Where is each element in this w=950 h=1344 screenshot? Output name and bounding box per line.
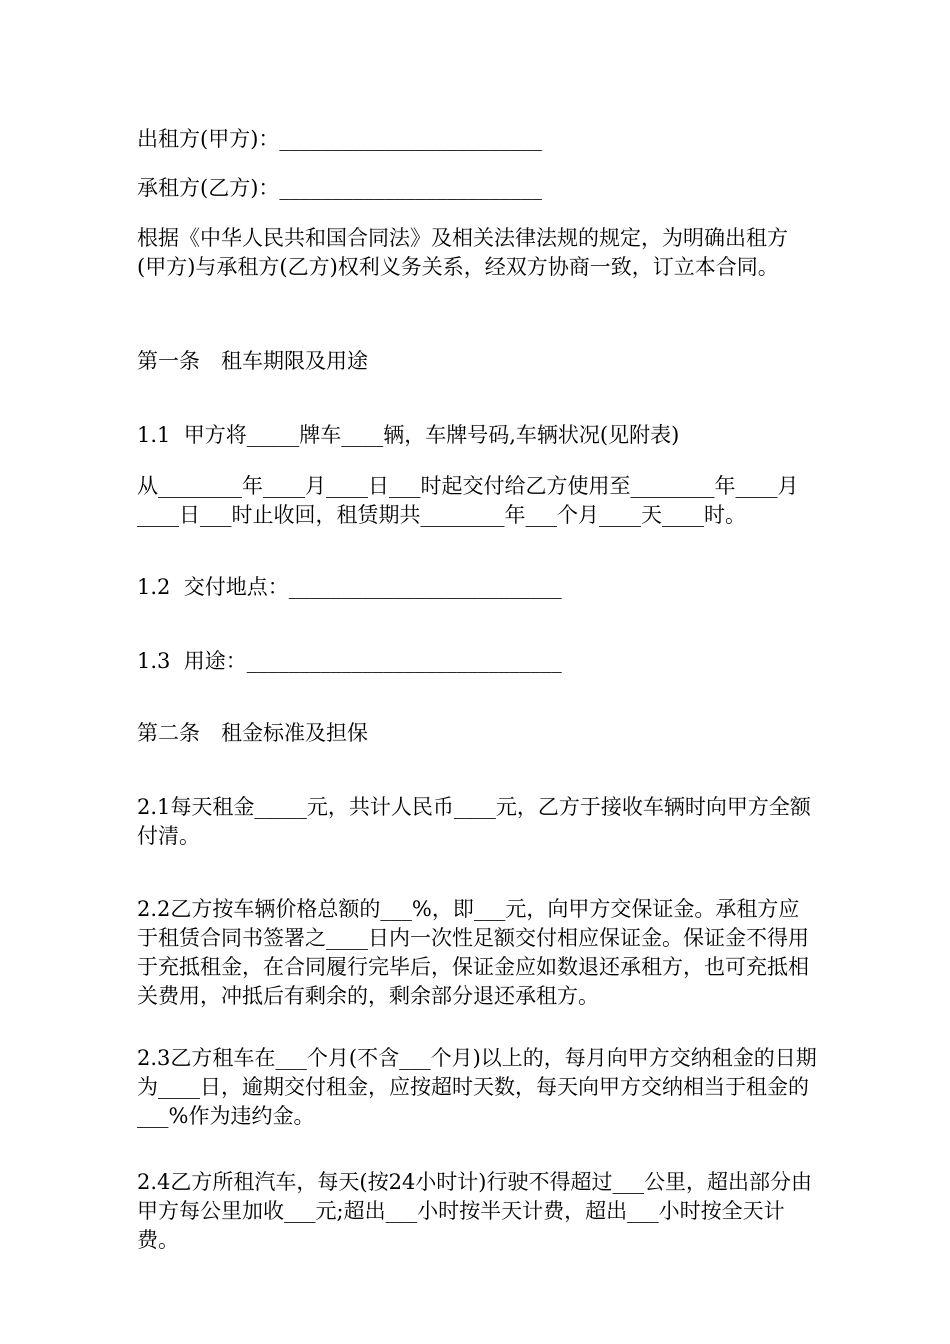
- lessee-line: 承租方(乙方)：_________________________: [137, 176, 542, 200]
- clause-1-1: 1.1 甲方将_____牌车____辆，车牌号码,车辆状况(见附表): [137, 423, 680, 447]
- clause-1-3: 1.3 用途：______________________________: [137, 649, 562, 673]
- article-2-heading: 第二条 租金标准及担保: [137, 721, 368, 745]
- clause-2-4: 2.4乙方所租汽车，每天(按24小时计)行驶不得超过___公里，超出部分由甲方每公里加收___元;超出___小时按半天计费，超出___小时按全天计费。: [137, 1170, 813, 1252]
- clause-2-1: 2.1每天租金_____元，共计人民币____元，乙方于接收车辆时向甲方全额付清。: [137, 795, 811, 848]
- clause-1-1-period: 从________年____月____日___时起交付给乙方使用至________年____月____日___时止收回，租赁期共________年___个月____天____时。: [137, 474, 799, 527]
- article-1-heading: 第一条 租车期限及用途: [137, 349, 368, 373]
- clause-1-2: 1.2 交付地点：__________________________: [137, 575, 562, 599]
- clause-2-3: 2.3乙方租车在___个月(不含___个月)以上的，每月向甲方交纳租金的日期为____日，逾期交付租金，应按超时天数，每天向甲方交纳相当于租金的___%作为违约金。: [137, 1046, 817, 1128]
- preamble-paragraph: 根据《中华人民共和国合同法》及相关法律法规的规定，为明确出租方(甲方)与承租方(乙方)权利义务关系，经双方协商一致，订立本合同。: [137, 226, 788, 279]
- lessor-line: 出租方(甲方)：_________________________: [137, 127, 542, 151]
- clause-2-2: 2.2乙方按车辆价格总额的___%，即___元，向甲方交保证金。承租方应于租赁合同书签署之____日内一次性足额交付相应保证金。保证金不得用于充抵租金，在合同履行完毕后，保证金应如数退还承租方，也可充抵相关费用，冲抵后有剩余的，剩余部分退还承租方。: [137, 897, 809, 1008]
